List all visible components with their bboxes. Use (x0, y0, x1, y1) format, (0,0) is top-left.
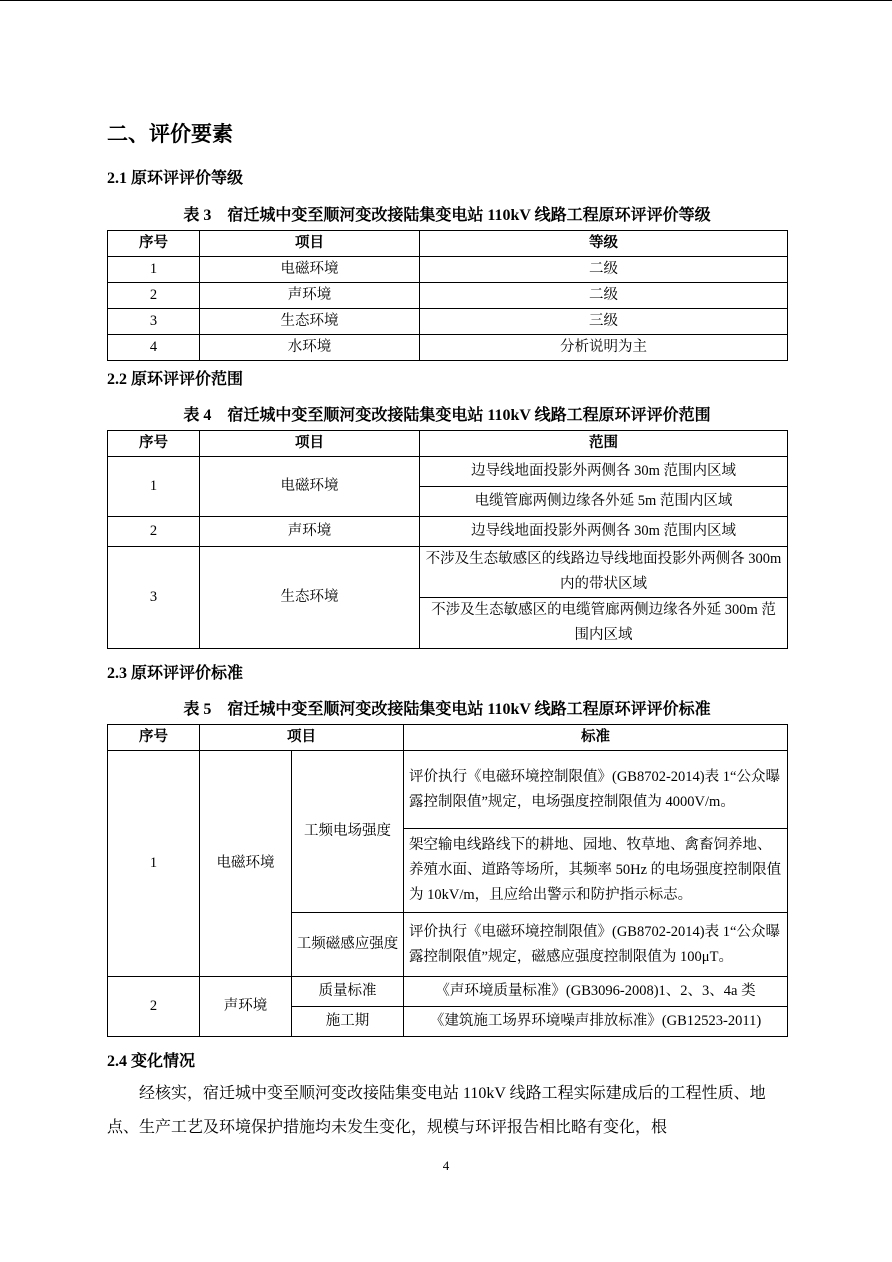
table-row (108, 309, 788, 335)
header-no: 序号 (108, 725, 200, 751)
table-5-caption: 表 5 宿迁城中变至顺河变改接陆集变电站 110kV 线路工程原环评评价标准 (183, 701, 711, 718)
cell-item: 电磁环境 (200, 751, 292, 977)
cell-item: 声环境 (200, 283, 420, 309)
cell-item: 电磁环境 (200, 257, 420, 283)
cell-standard: 《声环境质量标准》(GB3096-2008)1、2、3、4a 类 (404, 977, 788, 1007)
cell-no: 2 (108, 977, 200, 1037)
table-row (108, 257, 788, 283)
cell-scope: 边导线地面投影外两侧各 30m 范围内区域 (420, 457, 788, 487)
cell-item: 生态环境 (200, 309, 420, 335)
section-title: 二、评价要素 (107, 122, 233, 146)
cell-standard: 评价执行《电磁环境控制限值》(GB8702-2014)表 1“公众曝露控制限值”规定，电场强度控制限值为 4000V/m。 (404, 751, 788, 829)
cell-no: 4 (108, 335, 200, 361)
table-5 (107, 724, 788, 1037)
header-standard: 标准 (404, 725, 788, 751)
cell-standard: 架空输电线路线下的耕地、园地、牧草地、禽畜饲养地、养殖水面、道路等场所，其频率 50Hz 的电场强度控制限值为 10kV/m，且应给出警示和防护指示标志。 (404, 829, 788, 913)
cell-no: 1 (108, 257, 200, 283)
table-4 (107, 430, 788, 649)
cell-scope: 不涉及生态敏感区的线路边导线地面投影外两侧各 300m 内的带状区域 (420, 547, 788, 598)
header-item: 项目 (200, 725, 404, 751)
table-4-caption: 表 4 宿迁城中变至顺河变改接陆集变电站 110kV 线路工程原环评评价范围 (183, 407, 711, 424)
cell-no: 3 (108, 547, 200, 649)
heading-2-3: 2.3 原环评评价标准 (107, 665, 244, 682)
table-row (108, 335, 788, 361)
cell-subitem: 施工期 (292, 1007, 404, 1037)
table-row (108, 457, 788, 487)
heading-2-2: 2.2 原环评评价范围 (107, 371, 244, 388)
table-row (108, 517, 788, 547)
table-row (108, 977, 788, 1007)
cell-subitem: 工频电场强度 (292, 751, 404, 913)
table-row (108, 751, 788, 829)
cell-no: 2 (108, 283, 200, 309)
cell-no: 1 (108, 751, 200, 977)
header-no: 序号 (108, 231, 200, 257)
cell-item: 声环境 (200, 517, 420, 547)
table-header-row (108, 725, 788, 751)
header-scope: 范围 (420, 431, 788, 457)
cell-no: 3 (108, 309, 200, 335)
cell-grade: 二级 (420, 257, 788, 283)
cell-subitem: 工频磁感应强度 (292, 913, 404, 977)
table-header-row (108, 231, 788, 257)
cell-scope: 边导线地面投影外两侧各 30m 范围内区域 (420, 517, 788, 547)
header-no: 序号 (108, 431, 200, 457)
table-row (108, 547, 788, 598)
cell-standard: 《建筑施工场界环境噪声排放标准》(GB12523-2011) (404, 1007, 788, 1037)
page-number: 4 (442, 1158, 450, 1173)
cell-grade: 二级 (420, 283, 788, 309)
cell-grade: 分析说明为主 (420, 335, 788, 361)
cell-standard: 评价执行《电磁环境控制限值》(GB8702-2014)表 1“公众曝露控制限值”规定，磁感应强度控制限值为 100μT。 (404, 913, 788, 977)
cell-item: 生态环境 (200, 547, 420, 649)
cell-scope: 电缆管廊两侧边缘各外延 5m 范围内区域 (420, 487, 788, 517)
heading-2-1: 2.1 原环评评价等级 (107, 170, 244, 187)
table-3-caption: 表 3 宿迁城中变至顺河变改接陆集变电站 110kV 线路工程原环评评价等级 (183, 207, 711, 224)
cell-item: 声环境 (200, 977, 292, 1037)
header-item: 项目 (200, 431, 420, 457)
table-3 (107, 230, 788, 361)
table-header-row (108, 431, 788, 457)
cell-subitem: 质量标准 (292, 977, 404, 1007)
cell-item: 水环境 (200, 335, 420, 361)
heading-2-4: 2.4 变化情况 (107, 1053, 196, 1070)
cell-item: 电磁环境 (200, 457, 420, 517)
header-grade: 等级 (420, 231, 788, 257)
cell-grade: 三级 (420, 309, 788, 335)
cell-no: 2 (108, 517, 200, 547)
cell-no: 1 (108, 457, 200, 517)
body-paragraph: 经核实，宿迁城中变至顺河变改接陆集变电站 110kV 线路工程实际建成后的工程性质、地点、生产工艺及环境保护措施均未发生变化，规模与环评报告相比略有变化，根 (107, 1085, 766, 1136)
table-row (108, 283, 788, 309)
header-item: 项目 (200, 231, 420, 257)
cell-scope: 不涉及生态敏感区的电缆管廊两侧边缘各外延 300m 范围内区域 (420, 598, 788, 649)
